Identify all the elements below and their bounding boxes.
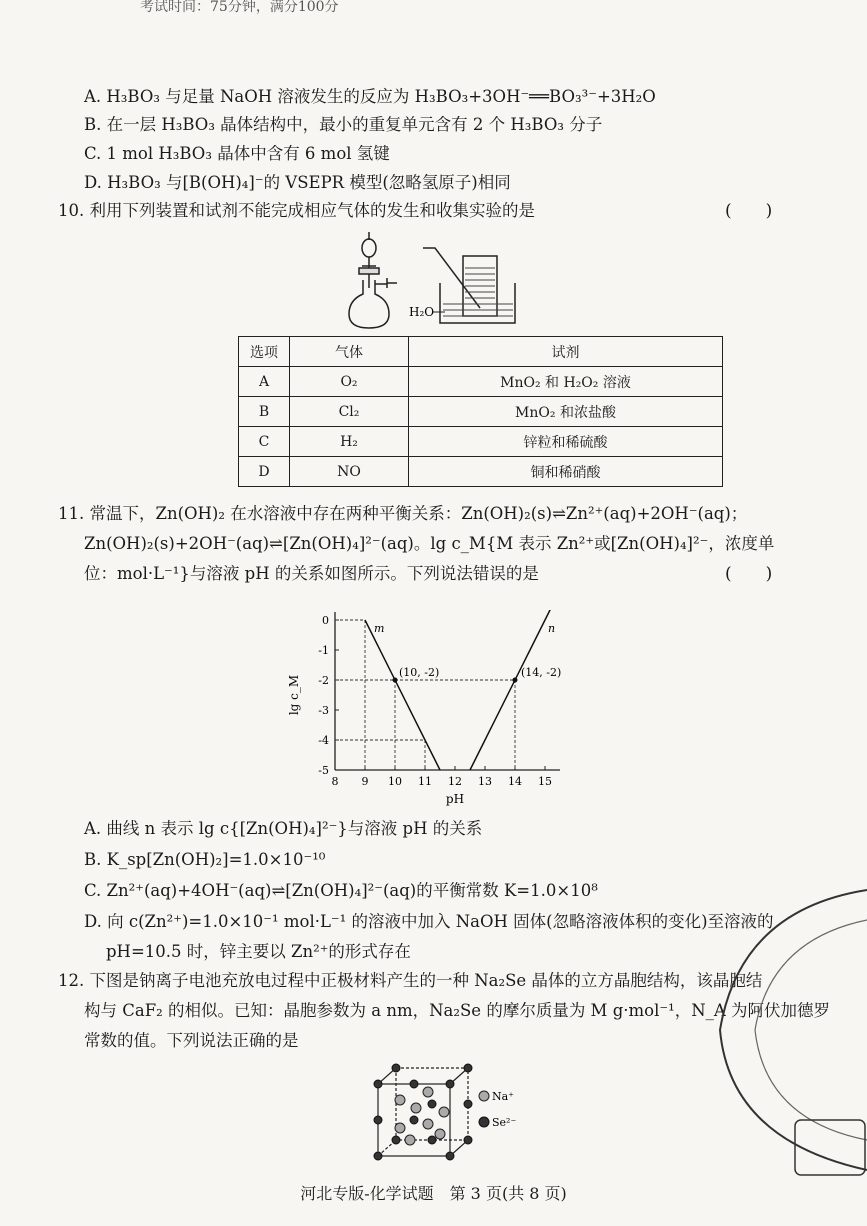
table-cell: H₂ [290, 427, 409, 457]
q11-stem-line-3: 位：mol·L⁻¹}与溶液 pH 的关系如图所示。下列说法错误的是 [84, 564, 539, 583]
legend-se-label: Se²⁻ [492, 1116, 517, 1129]
x-tick-label: 12 [448, 775, 462, 788]
table-header-gas: 气体 [290, 337, 409, 367]
gas-apparatus-diagram [345, 228, 525, 333]
annotation-label: (10, -2) [399, 666, 440, 679]
annotation-point [513, 678, 518, 683]
x-tick-label: 13 [478, 775, 492, 788]
annotation-label: (14, -2) [521, 666, 562, 679]
series-line-m [365, 620, 440, 770]
q10-reagent-table [238, 336, 723, 487]
table-header-option: 选项 [239, 337, 290, 367]
table-cell: C [239, 427, 290, 457]
table-cell: 锌粒和稀硫酸 [409, 427, 723, 457]
q11-option-d-cont: pH=10.5 时，锌主要以 Zn²⁺的形式存在 [106, 942, 411, 961]
y-tick-label: -1 [318, 644, 329, 657]
annotation-point [393, 678, 398, 683]
x-tick-label: 10 [388, 775, 402, 788]
table-row [239, 457, 723, 487]
table-cell: B [239, 397, 290, 427]
q11-answer-paren: ( ) [725, 564, 773, 584]
table-cell: A [239, 367, 290, 397]
q9-option-b: B. 在一层 H₃BO₃ 晶体结构中，最小的重复单元含有 2 个 H₃BO₃ 分子 [84, 115, 603, 134]
q10-stem: 10. 利用下列装置和试剂不能完成相应气体的发生和收集实验的是 [58, 201, 535, 220]
lgc-ph-chart [280, 600, 580, 815]
table-cell: MnO₂ 和 H₂O₂ 溶液 [409, 367, 723, 397]
x-axis-label: pH [445, 792, 465, 806]
q12-stem-line-3: 常数的值。下列说法正确的是 [84, 1031, 299, 1050]
q9-option-d: D. H₃BO₃ 与[B(OH)₄]⁻的 VSEPR 模型(忽略氢原子)相同 [84, 173, 511, 192]
legend-na-label: Na⁺ [492, 1090, 514, 1103]
y-tick-label: -3 [318, 704, 329, 717]
x-tick-label: 11 [418, 775, 432, 788]
table-row [239, 427, 723, 457]
apparatus-h2o-label: H₂O [409, 305, 435, 319]
y-tick-label: 0 [322, 614, 329, 627]
q12-stem-line-2: 构与 CaF₂ 的相似。已知：晶胞参数为 a nm，Na₂Se 的摩尔质量为 M g·mol⁻¹，N_A 为阿伏加德罗 [84, 1001, 831, 1020]
legend-se-marker [479, 1117, 489, 1127]
table-row [239, 397, 723, 427]
table-header-reagent: 试剂 [409, 337, 723, 367]
series-label-n: n [548, 622, 556, 635]
table-row [239, 367, 723, 397]
q11-option-d: D. 向 c(Zn²⁺)=1.0×10⁻¹ mol·L⁻¹ 的溶液中加入 NaOH 固体(忽略溶液体积的变化)至溶液的 [84, 912, 774, 931]
table-cell: D [239, 457, 290, 487]
q11-option-a: A. 曲线 n 表示 lg c{[Zn(OH)₄]²⁻}与溶液 pH 的关系 [84, 819, 483, 838]
y-tick-label: -4 [318, 734, 329, 747]
table-cell: O₂ [290, 367, 409, 397]
table-header-row [239, 337, 723, 367]
q11-stem-line-1: 11. 常温下，Zn(OH)₂ 在水溶液中存在两种平衡关系：Zn(OH)₂(s)⇌Zn²⁺(aq)+2OH⁻(aq)； [58, 504, 748, 523]
x-tick-label: 15 [538, 775, 552, 788]
q11-option-c: C. Zn²⁺(aq)+4OH⁻(aq)⇌[Zn(OH)₄]²⁻(aq)的平衡常数 K=1.0×10⁸ [84, 881, 598, 900]
q9-option-a: A. H₃BO₃ 与足量 NaOH 溶液发生的反应为 H₃BO₃+3OH⁻══BO₃³⁻+3H₂O [84, 87, 656, 106]
q11-option-b: B. K_sp[Zn(OH)₂]=1.0×10⁻¹⁰ [84, 850, 326, 869]
y-tick-label: -2 [318, 674, 329, 687]
series-label-m: m [374, 622, 385, 635]
q10-answer-paren: ( ) [725, 201, 773, 221]
table-cell: Cl₂ [290, 397, 409, 427]
series-line-n [470, 600, 575, 770]
q9-option-c: C. 1 mol H₃BO₃ 晶体中含有 6 mol 氢键 [84, 144, 390, 163]
q11-stem-line-2: Zn(OH)₂(s)+2OH⁻(aq)⇌[Zn(OH)₄]²⁻(aq)。lg c_M{M 表示 Zn²⁺或[Zn(OH)₄]²⁻，浓度单 [84, 534, 775, 553]
q12-stem-line-1: 12. 下图是钠离子电池充放电过程中正极材料产生的一种 Na₂Se 晶体的立方晶胞结构，该晶胞结 [58, 971, 763, 990]
y-axis-label: lg c_M [287, 674, 301, 716]
legend-na-marker [479, 1091, 489, 1101]
table-cell: MnO₂ 和浓盐酸 [409, 397, 723, 427]
x-tick-label: 9 [361, 775, 369, 788]
table-cell: NO [290, 457, 409, 487]
y-tick-label: -5 [318, 764, 329, 777]
table-cell: 铜和稀硝酸 [409, 457, 723, 487]
x-tick-label: 8 [331, 775, 339, 788]
page-header-fragment: 考试时间：75分钟，满分100分 [140, 0, 339, 15]
x-tick-label: 14 [508, 775, 522, 788]
page-footer: 河北专版-化学试题 第 3 页(共 8 页) [300, 1184, 567, 1203]
watermark-stamp [700, 880, 867, 1180]
na2se-unit-cell-diagram [370, 1062, 530, 1162]
